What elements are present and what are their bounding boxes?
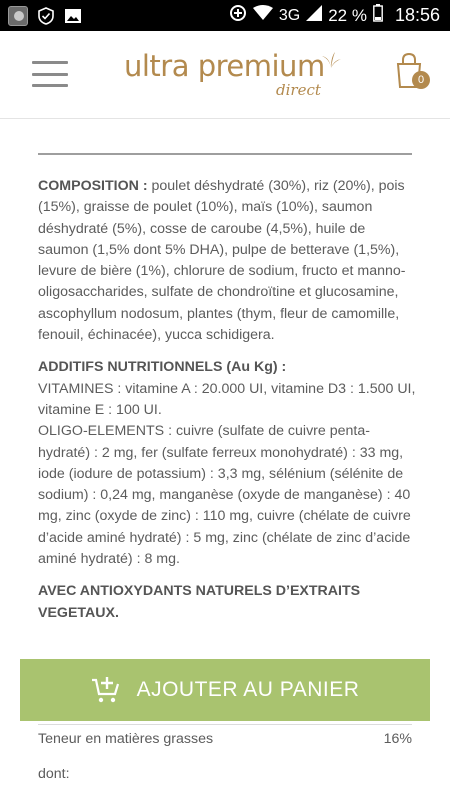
wifi-icon [253,5,273,26]
composition-paragraph [38,176,416,346]
logo-main-text: ultra premium [124,49,325,83]
antioxydants-text: AVEC ANTIOXYDANTS NATURELS D’EXTRAITS VEGETAUX. [38,583,361,621]
signal-icon [306,5,322,26]
leaves-icon [320,51,342,69]
avatar-notification-icon [8,6,28,26]
logo[interactable] [124,49,344,105]
nutrient-value: 16% [383,731,412,747]
clock: 18:56 [394,5,440,25]
nutrient-name: Teneur en matières grasses [38,731,214,747]
battery-icon [373,4,383,27]
composition-text: poulet déshydraté (30%), riz (20%), pois (15%), graisse de poulet (10%), maïs (10%), saumon déshydraté (5%), cosse de caroube (4,5%), huile de saumon (1,5% dont 5% DHA), pulpe de betterave (1,5%), levure de bière (1%), chlorure de sodium, fructo et manno-oligosaccharides, sulfate de chondroïtine et glucosamine, ascophyllum nodosum, plantes (thym, fleur de camomille, fenouil, échinacée), yucca schidigera. [38,178,406,344]
cart-button[interactable] [396,53,432,93]
product-description [38,176,416,635]
composition-label: COMPOSITION : [38,178,148,194]
additifs-title: ADDITIFS NUTRITIONNELS (Au Kg) : [38,359,287,376]
status-bar [0,0,450,31]
vitamines-text: VITAMINES : vitamine A : 20.000 UI, vitamine D3 : 1.500 UI, vitamine E : 100 UI. [38,380,416,418]
table-row [38,731,412,747]
table-top-border [38,724,412,725]
menu-icon[interactable] [32,61,68,87]
network-type: 3G [278,6,301,24]
battery-percent: 22 % [328,5,367,25]
logo-sub-text: direct [276,81,321,99]
shield-check-icon [38,7,54,25]
table-row [38,766,412,782]
data-saver-icon [229,4,247,27]
site-header [0,31,450,119]
oligo-elements-text: OLIGO-ELEMENTS : cuivre (sulfate de cuivre penta-hydraté) : 2 mg, fer (sulfate ferreux monohydraté) : 33 mg, iode (iodure de potassium) : 3,3 mg, sélénium (sélénite de sodium) : 0,24 mg, manganèse (oxyde de manganèse) : 40 mg, zinc (oxyde de zinc) : 110 mg, cuivre (chélate de cuivre d’acide aminé hydraté) : 5 mg, zinc (chélate de zinc d’acide aminé hydraté) : 8 mg. [38,423,411,568]
nutrient-name: dont: [38,766,70,782]
image-notification-icon [64,8,82,24]
add-to-cart-label: AJOUTER AU PANIER [136,678,360,701]
additifs-paragraph [38,357,416,570]
add-to-cart-icon [91,676,121,704]
section-divider [38,153,412,155]
add-to-cart-button[interactable] [20,659,430,721]
cart-count-badge: 0 [412,71,430,89]
